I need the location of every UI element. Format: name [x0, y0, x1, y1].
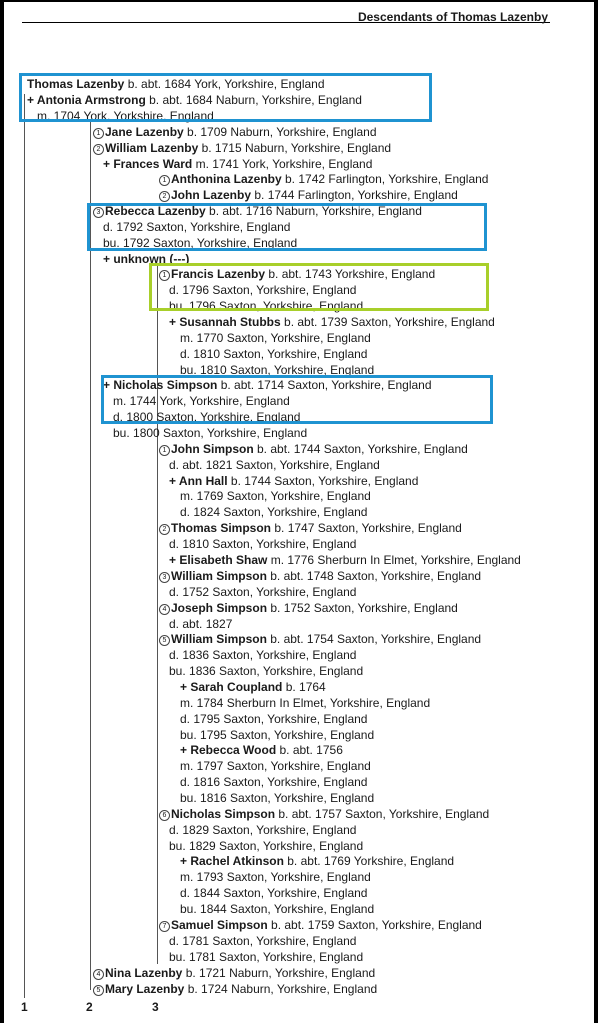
tree-entry — [113, 426, 307, 440]
spouse-marker: + — [103, 252, 114, 266]
person-details: b. 1744 Saxton, Yorkshire, England — [227, 474, 419, 488]
tree-entry — [159, 569, 481, 583]
tree-entry — [180, 489, 371, 503]
person-details: d. 1810 Saxton, Yorkshire, England — [180, 347, 368, 361]
tree-entry — [93, 141, 391, 155]
person-name: Samuel Simpson — [171, 918, 268, 932]
tree-entry — [159, 632, 481, 646]
person-details: b. abt. 1744 Saxton, Yorkshire, England — [253, 442, 468, 456]
person-details: d. 1844 Saxton, Yorkshire, England — [180, 886, 368, 900]
person-details: bu. 1829 Saxton, Yorkshire, England — [169, 839, 364, 853]
person-name: Rebecca Wood — [190, 743, 277, 757]
person-details: b. 1747 Saxton, Yorkshire, England — [271, 521, 462, 535]
spouse-marker: + — [103, 157, 114, 171]
person-details: b. 1724 Naburn, Yorkshire, England — [184, 982, 378, 996]
tree-entry — [169, 950, 363, 964]
child-number-icon: 2 — [159, 191, 170, 202]
spouse-marker: + — [180, 680, 191, 694]
tree-entry — [169, 839, 363, 853]
tree-entry — [180, 696, 430, 710]
child-number-icon: 1 — [159, 445, 170, 456]
tree-entry — [159, 172, 488, 186]
person-name: Elisabeth Shaw — [179, 553, 268, 567]
person-name: Frances Ward — [113, 157, 193, 171]
tree-entry — [169, 315, 495, 329]
person-details: d. 1781 Saxton, Yorkshire, England — [169, 934, 357, 948]
person-name: Nicholas Simpson — [113, 378, 218, 392]
tree-entry — [169, 664, 363, 678]
tree-entry — [93, 125, 377, 139]
person-details: m. 1784 Sherburn In Elmet, Yorkshire, England — [180, 696, 431, 710]
tree-entry — [180, 347, 367, 361]
person-details: m. 1770 Saxton, Yorkshire, England — [180, 331, 371, 345]
tree-entry — [159, 918, 482, 932]
spouse-marker: + — [180, 854, 191, 868]
report-title: Descendants of Thomas Lazenby — [357, 10, 548, 24]
tree-entry — [169, 648, 356, 662]
generation-1-line — [24, 94, 25, 998]
tree-entry — [180, 759, 371, 773]
child-number-icon: 2 — [93, 144, 104, 155]
person-details: b. 1709 Naburn, Yorkshire, England — [183, 125, 377, 139]
tree-entry — [180, 854, 454, 868]
person-details: d. 1795 Saxton, Yorkshire, England — [180, 712, 368, 726]
person-details: b. abt. 1754 Saxton, Yorkshire, England — [266, 632, 482, 646]
person-details: b. 1752 Saxton, Yorkshire, England — [267, 601, 458, 615]
person-name: Anthonina Lazenby — [171, 172, 282, 186]
child-number-icon: 1 — [159, 270, 170, 281]
spouse-marker: + — [169, 553, 180, 567]
person-details: b. 1715 Naburn, Yorkshire, England — [198, 141, 392, 155]
tree-entry — [159, 442, 468, 456]
spouse-marker: + — [27, 93, 37, 107]
child-number-icon: 5 — [93, 985, 104, 996]
generation-label-1: 1 — [21, 1000, 28, 1014]
tree-entry — [93, 966, 375, 980]
spouse-marker: + — [180, 743, 191, 757]
person-name: Rachel Atkinson — [190, 854, 284, 868]
person-details: b. abt. 1769 Yorkshire, England — [283, 854, 455, 868]
person-name: Nina Lazenby — [105, 966, 183, 980]
person-details: b. abt. 1714 Saxton, Yorkshire, England — [217, 378, 432, 392]
person-details: d. abt. 1827 — [169, 617, 233, 631]
person-name: Mary Lazenby — [105, 982, 185, 996]
person-details: b. 1744 Farlington, Yorkshire, England — [251, 188, 458, 202]
person-details: d. abt. 1821 Saxton, Yorkshire, England — [169, 458, 380, 472]
tree-entry — [180, 791, 374, 805]
highlight-box-rebecca — [87, 203, 487, 251]
person-details: bu. 1800 Saxton, Yorkshire, England — [113, 426, 308, 440]
tree-entry — [93, 982, 377, 996]
person-name: Jane Lazenby — [105, 125, 184, 139]
person-name: Thomas Lazenby — [27, 77, 125, 91]
person-name: John Lazenby — [171, 188, 252, 202]
person-details: m. 1744 York, Yorkshire, England — [113, 394, 290, 408]
spouse-marker: + — [169, 315, 180, 329]
person-details: bu. 1816 Saxton, Yorkshire, England — [180, 791, 375, 805]
tree-entry — [180, 331, 371, 345]
person-name: Thomas Simpson — [171, 521, 272, 535]
person-details: b. abt. 1684 Naburn, Yorkshire, England — [145, 93, 362, 107]
child-number-icon: 6 — [159, 810, 170, 821]
tree-entry — [159, 188, 458, 202]
person-name: William Lazenby — [105, 141, 199, 155]
person-details: b. abt. 1756 — [276, 743, 343, 757]
tree-entry — [169, 617, 232, 631]
person-details: d. 1824 Saxton, Yorkshire, England — [180, 505, 368, 519]
person-details: d. 1836 Saxton, Yorkshire, England — [169, 648, 357, 662]
tree-entry — [180, 728, 374, 742]
child-number-icon: 1 — [159, 175, 170, 186]
person-details: bu. 1836 Saxton, Yorkshire, England — [169, 664, 364, 678]
child-number-icon: 5 — [159, 635, 170, 646]
generation-label-2: 2 — [86, 1000, 93, 1014]
child-number-icon: 3 — [93, 207, 104, 218]
child-number-icon: 2 — [159, 524, 170, 535]
tree-entry — [180, 680, 326, 694]
person-details: m. 1769 Saxton, Yorkshire, England — [180, 489, 371, 503]
person-details: b. 1742 Farlington, Yorkshire, England — [281, 172, 489, 186]
person-name: William Simpson — [171, 632, 267, 646]
person-details: d. 1829 Saxton, Yorkshire, England — [169, 823, 357, 837]
tree-entry — [169, 934, 356, 948]
tree-entry — [169, 823, 356, 837]
child-number-icon: 3 — [159, 572, 170, 583]
person-name: Rebecca Lazenby — [105, 204, 206, 218]
person-name: Antonia Armstrong — [36, 93, 146, 107]
highlight-box-nicholas — [101, 375, 493, 424]
tree-entry — [159, 521, 462, 535]
person-details: b. 1721 Naburn, Yorkshire, England — [182, 966, 376, 980]
person-name: Susannah Stubbs — [179, 315, 281, 329]
person-details: bu. 1781 Saxton, Yorkshire, England — [169, 950, 364, 964]
generation-3-line — [157, 264, 158, 964]
person-name: Francis Lazenby — [171, 267, 266, 281]
child-number-icon: 1 — [93, 128, 104, 139]
person-details: b. abt. 1748 Saxton, Yorkshire, England — [266, 569, 482, 583]
tree-entry — [180, 870, 371, 884]
person-details: b. abt. 1757 Saxton, Yorkshire, England — [275, 807, 490, 821]
person-details: d. 1800 Saxton, Yorkshire, England — [113, 410, 301, 424]
person-details: m. 1704 York, Yorkshire, England — [37, 109, 214, 123]
spouse-marker: + — [103, 378, 114, 392]
person-name: Joseph Simpson — [171, 601, 268, 615]
tree-entry — [103, 157, 372, 171]
person-name: Ann Hall — [178, 474, 228, 488]
person-details: bu. 1795 Saxton, Yorkshire, England — [180, 728, 375, 742]
person-details: bu. 1792 Saxton, Yorkshire, England — [103, 236, 298, 250]
tree-entry — [180, 902, 374, 916]
person-details: m. 1793 Saxton, Yorkshire, England — [180, 870, 371, 884]
tree-entry — [180, 743, 343, 757]
tree-entry — [180, 886, 367, 900]
person-details: b. abt. 1759 Saxton, Yorkshire, England — [267, 918, 482, 932]
tree-entry — [159, 807, 489, 821]
person-details: b. abt. 1716 Naburn, Yorkshire, England — [205, 204, 422, 218]
person-details: b. abt. 1739 Saxton, Yorkshire, England — [280, 315, 495, 329]
person-name: unknown (---) — [113, 252, 190, 266]
person-details: d. 1792 Saxton, Yorkshire, England — [103, 220, 291, 234]
spouse-marker: + — [169, 474, 179, 488]
person-details: d. 1816 Saxton, Yorkshire, England — [180, 775, 368, 789]
tree-entry — [180, 505, 367, 519]
tree-entry — [180, 712, 367, 726]
person-name: Nicholas Simpson — [171, 807, 276, 821]
person-details: bu. 1810 Saxton, Yorkshire, England — [180, 363, 375, 377]
person-details: m. 1741 York, Yorkshire, England — [192, 157, 373, 171]
tree-entry — [169, 474, 418, 488]
child-number-icon: 4 — [93, 969, 104, 980]
person-details: d. 1810 Saxton, Yorkshire, England — [169, 537, 357, 551]
tree-entry — [169, 458, 380, 472]
highlight-box-thomas-antonia — [19, 73, 432, 122]
person-details: b. abt. 1743 Yorkshire, England — [265, 267, 436, 281]
person-details: m. 1776 Sherburn In Elmet, Yorkshire, England — [267, 553, 521, 567]
generation-label-3: 3 — [152, 1000, 159, 1014]
person-details: bu. 1796 Saxton, Yorkshire, England — [169, 299, 364, 313]
tree-entry — [169, 585, 356, 599]
tree-entry — [169, 537, 356, 551]
child-number-icon: 4 — [159, 604, 170, 615]
child-number-icon: 7 — [159, 921, 170, 932]
person-details: bu. 1844 Saxton, Yorkshire, England — [180, 902, 375, 916]
tree-entry — [159, 601, 458, 615]
person-details: d. 1796 Saxton, Yorkshire, England — [169, 283, 357, 297]
tree-entry — [180, 775, 367, 789]
person-details: b. abt. 1684 York, Yorkshire, England — [124, 77, 325, 91]
person-details: m. 1797 Saxton, Yorkshire, England — [180, 759, 371, 773]
highlight-box-francis — [149, 263, 489, 311]
person-name: John Simpson — [171, 442, 254, 456]
person-name: Sarah Coupland — [190, 680, 283, 694]
person-name: William Simpson — [171, 569, 267, 583]
person-details: b. 1764 — [282, 680, 326, 694]
person-details: d. 1752 Saxton, Yorkshire, England — [169, 585, 357, 599]
tree-entry — [169, 553, 521, 567]
